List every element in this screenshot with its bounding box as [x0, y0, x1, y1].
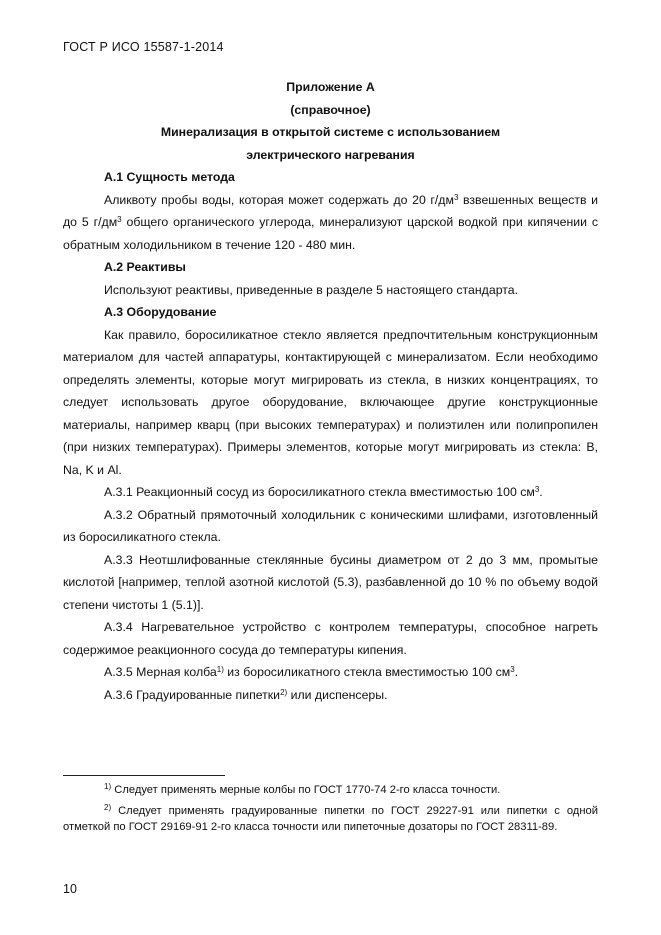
text-run: . [539, 485, 543, 499]
footnote-2 [63, 803, 598, 835]
item-a31 [63, 481, 598, 504]
superscript: 3 [510, 665, 515, 674]
section-a3-text: Как правило, боросиликатное стекло является предпочтительным конструкционным материалом для частей аппаратуры, контактирующей с минерализатом. Если необходимо определять элементы, которые могут мигрировать из стекла, в низких концентрациях, то следует использовать другое оборудование, включающее другие конструкционные материалы, например кварц (при высоких температурах) и полиэтилен или полипропилен (при низких температурах). Примеры элементов, которые могут мигрировать из стекла: В, Na, K и Al. [63, 327, 598, 477]
item-a33: А.3.3 Неотшлифованные стеклянные бусины диаметром от 2 до 3 мм, промытые кислотой [например, теплой азотной кислотой (5.3), разбавленной до 10 % по объему водой степени чистоты 1 (5.1)]. [63, 552, 598, 612]
footnote-1 [63, 782, 598, 798]
text-run: взвешенных веществ и до 5 г/дм [63, 192, 598, 229]
appendix-title: Приложение А [286, 80, 375, 94]
item-a32: А.3.2 Обратный прямоточный холодильник с коническими шлифами, изготовленный из боросиликатного стекла. [63, 507, 598, 544]
item-a36 [63, 684, 598, 707]
text-run: . [514, 665, 519, 679]
footnote-ref: 2) [280, 687, 288, 697]
section-a2-text: Используют реактивы, приведенные в разделе 5 настоящего стандарта. [104, 282, 519, 297]
section-a1-heading: А.1 Сущность метода [104, 170, 235, 184]
item-a34: А.3.4 Нагревательное устройство с контролем температуры, способное нагреть содержимое реакционного сосуда до температуры кипения. [63, 620, 598, 657]
appendix-kind: (справочное) [290, 102, 371, 117]
footnote-ref: 1) [216, 665, 224, 674]
text-run: или диспенсеры. [287, 687, 388, 702]
text-run: из боросиликатного стекла вместимостью 100 см [223, 665, 511, 679]
text-run: Аликвоту пробы воды, которая может содержать до 20 г/дм [104, 192, 454, 207]
section-a2-heading: А.2 Реактивы [104, 260, 186, 274]
document-code-header: ГОСТ Р ИСО 15587-1-2014 [63, 40, 224, 54]
page-number: 10 [63, 882, 77, 896]
superscript: 3 [534, 485, 540, 494]
footnote-mark: 1) [104, 782, 112, 791]
text-run: А.3.1 Реакционный сосуд из боросиликатного стекла вместимостью 100 см [104, 485, 535, 499]
text-run: А.3.6 Градуированные пипетки [104, 687, 281, 702]
document-body [63, 76, 598, 706]
superscript: 3 [453, 192, 459, 202]
appendix-heading-line1: Минерализация в открытой системе с использованием [160, 125, 501, 139]
superscript: 3 [117, 215, 122, 224]
footnote-divider [63, 775, 225, 776]
appendix-heading-line2: электрического нагревания [246, 147, 415, 162]
footnote-text: Следует применять градуированные пипетки по ГОСТ 29227-91 или пипетки с одной отметкой по ГОСТ 29169-91 2-го класса точности или пипеточные дозаторы по ГОСТ 28311-89. [63, 805, 598, 833]
section-a1-text [63, 189, 598, 257]
text-run: А.3.5 Мерная колба [104, 665, 217, 679]
footnote-mark: 2) [104, 803, 112, 812]
footnote-text: Следует применять мерные колбы по ГОСТ 1770-74 2-го класса точности. [111, 784, 501, 796]
item-a35 [63, 661, 598, 684]
text-run: общего органического углерода, минерализуют царской водкой при кипячении с обратным холодильником в течение 120 - 480 мин. [63, 215, 599, 252]
section-a3-heading: А.3 Оборудование [104, 305, 217, 319]
